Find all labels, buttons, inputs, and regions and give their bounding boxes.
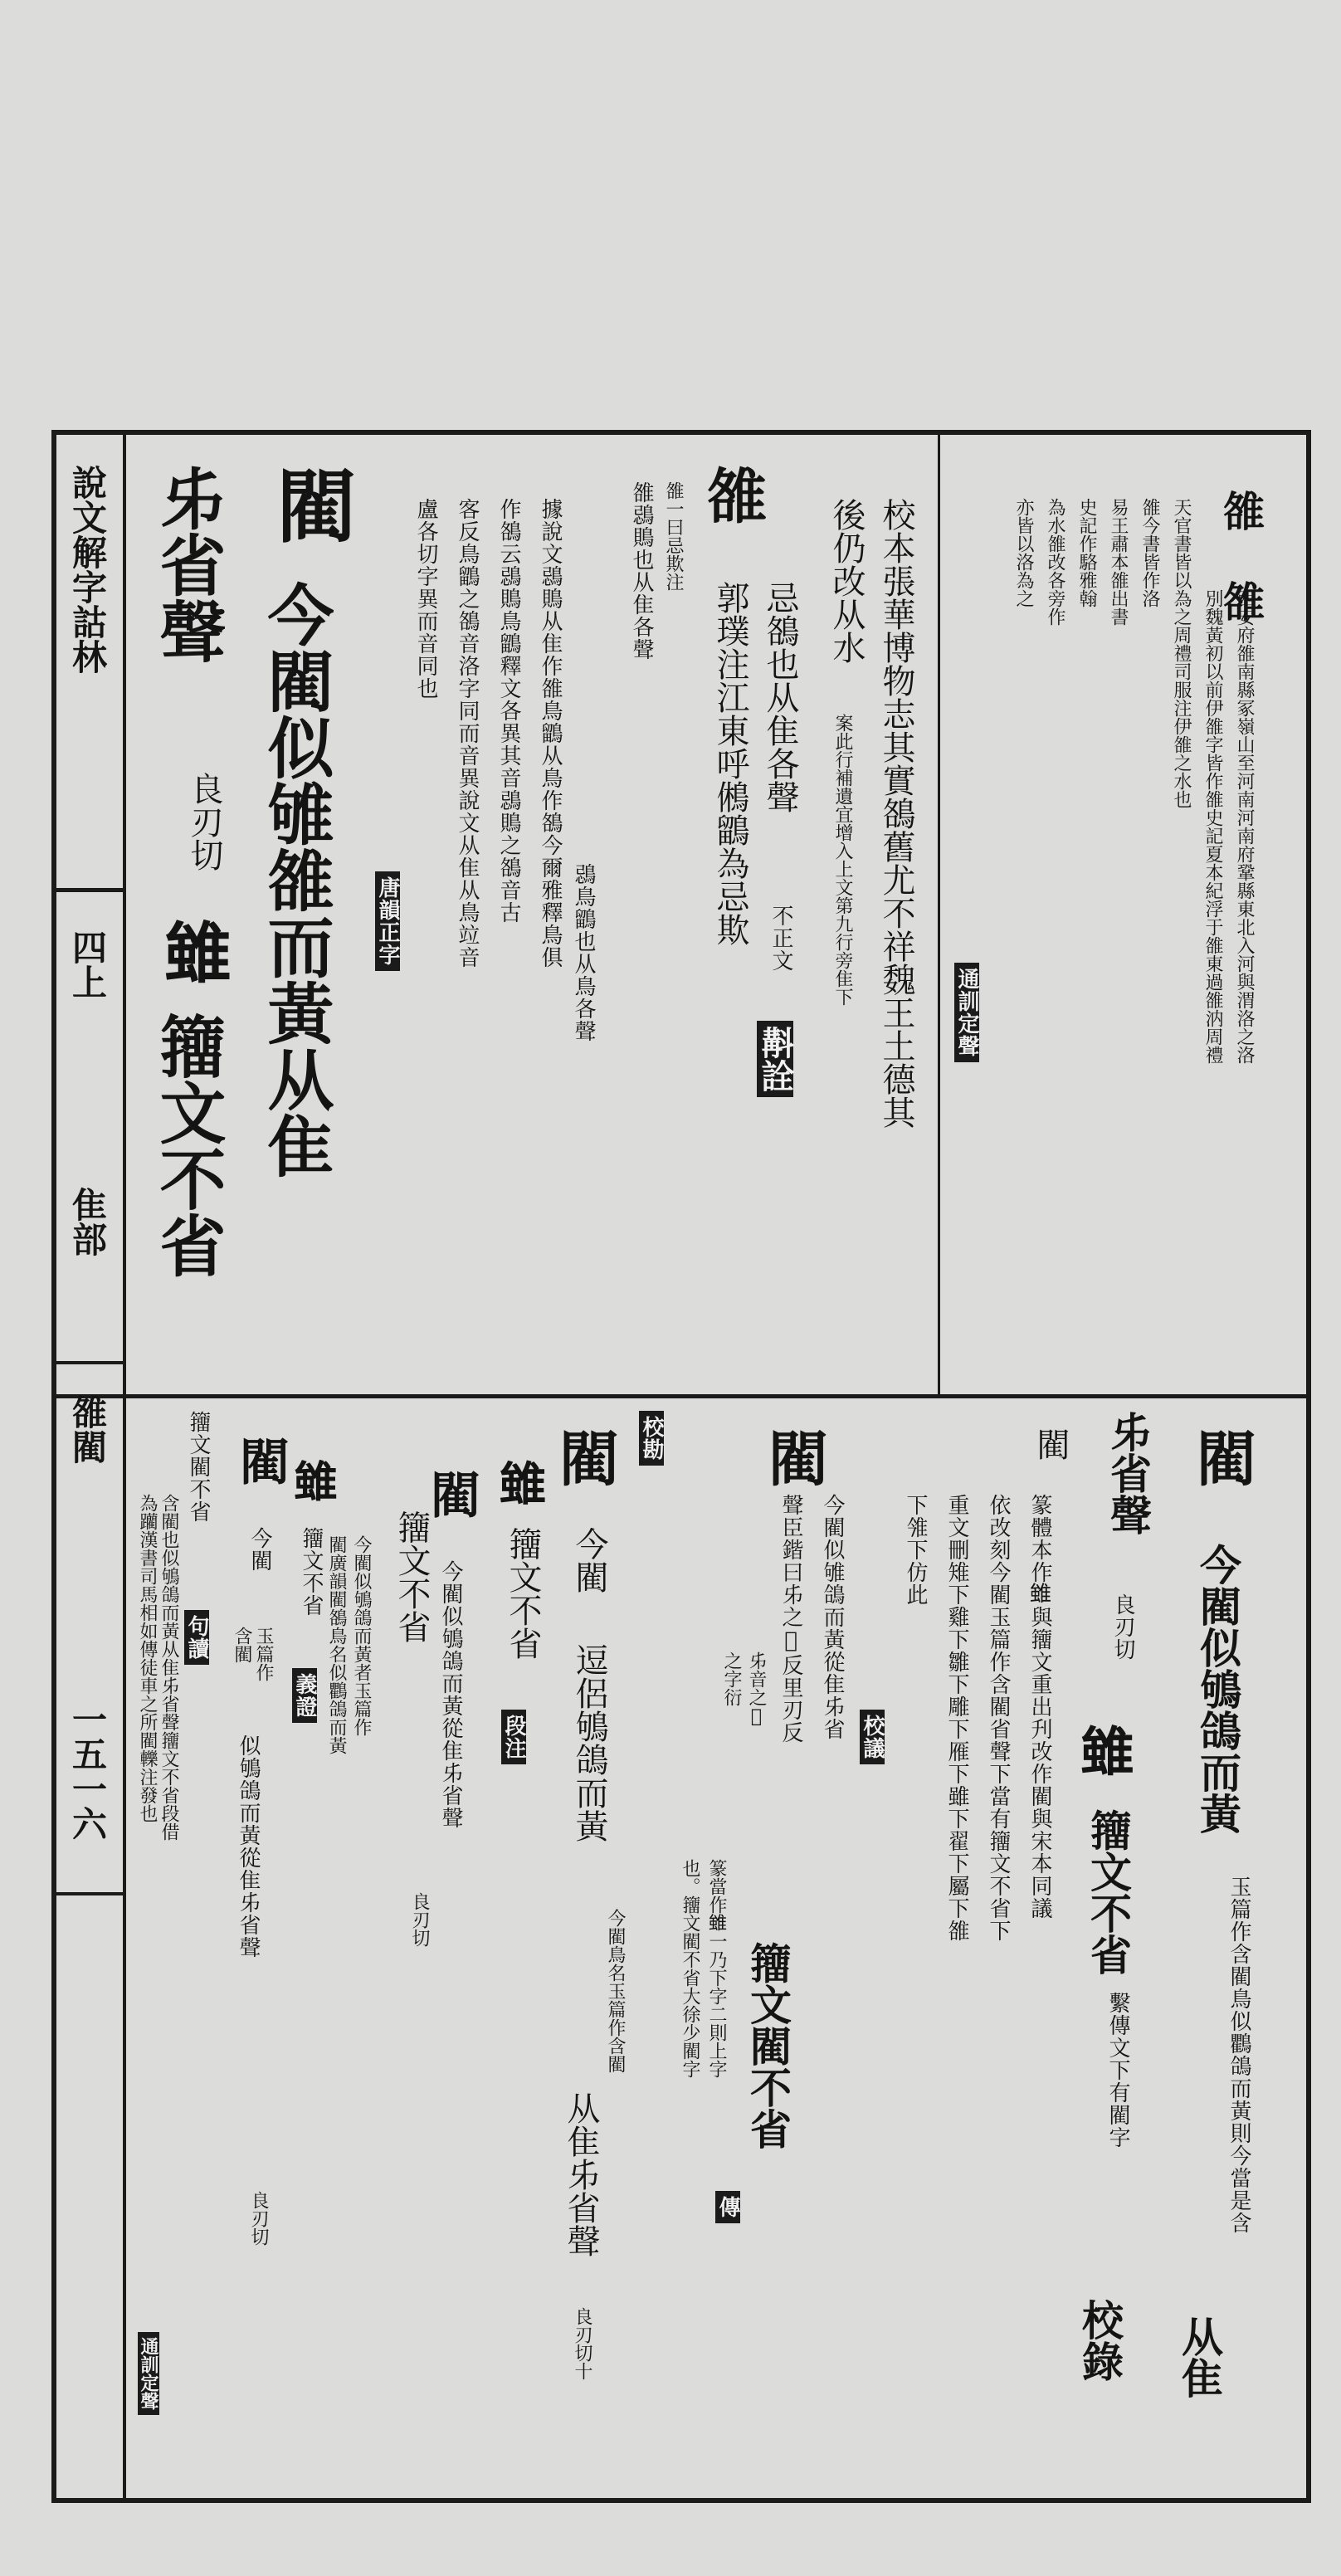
text-column: 雒今書皆作洛 [1139,498,1160,607]
text-column: 今閵 [247,1527,272,1572]
text-column: 郭璞注江東呼鵂鶹為忌欺 [711,581,749,946]
text-column: 校本張華博物志其實鵅舊尤不祥魏王土德其 [877,498,915,1129]
text-column: 閵 [1031,1427,1070,1461]
seal-char-lin: 閵 [422,1469,480,1519]
zhou-seal-char: 𨿽 [1075,1726,1137,1779]
annotation-note: 玉篇作含閵鳥似鸜鴿而黃則今當是含 [1226,1876,1251,2234]
fanqie: 良刃切 [1110,1593,1135,1661]
annotation-note: 之字衍 [721,1651,742,1706]
main-definition-2: 𠂔省聲 [149,465,227,664]
source-label [375,871,400,1037]
zhou-seal-char: 𨿽 [157,921,235,988]
source-tag: 唐韻正字 [375,871,400,971]
seal-char-lin: 閵 [758,1427,829,1487]
text-column: 籒文不省 [504,1527,542,1660]
text-column: 鵋鳥鶹也从鳥各聲 [571,863,596,1042]
section-divider [51,1394,1311,1398]
text-column: 依改刻今閵玉篇作含閵省聲下當有籒文不省下 [986,1494,1011,1942]
text-column: 今閵似雊鴿而黃從隹𠂔省 [820,1494,845,1740]
text-column: 盧各切字異而音同也 [413,498,438,700]
seal-char-lin: 閵 [549,1427,620,1487]
text-column: 重文刪雉下雞下雛下雕下雁下雖下翟下屬下雒 [944,1494,969,1942]
text-column: 後仍改从水 [827,498,866,664]
section-label: 隹部 [67,1187,108,1256]
page-number: 一五一六 [67,1701,108,1841]
seal-char-lin: 閵 [232,1436,290,1486]
source-label [860,1710,885,1826]
text-column: 似鴝鴿而黃從隹𠂔省聲 [236,1734,261,1959]
text-column: 繫傳文下有閵字 [1105,1992,1130,2149]
annotation-note: 今閵鳥名玉篇作含閵 [605,1909,626,2073]
text-column: 閵廣韻閵鵅鳥名似鸜鴿而黃 [326,1535,347,1754]
header-column-rule [123,430,126,2503]
fanqie: 良刃切十 [572,2307,592,2380]
source-tag: 通訓定聲 [954,963,979,1062]
text-column: 籒文閵不省 [744,1942,792,2149]
text-column: 𠂔省聲 [1104,1411,1153,1535]
source-tag: 義證 [292,1668,317,1723]
text-column: 籒文不省 [299,1527,324,1617]
source-label [501,1710,526,1809]
fanqie: 良刃切 [248,2191,269,2246]
source-tag: 傳 [715,2191,740,2223]
text-column: 从隹𠂔省聲 [562,2091,600,2257]
text-column: 从隹 [1175,2315,1224,2398]
entry-head-luo: 雒 雒 [1217,490,1265,622]
source-label [138,2332,159,2465]
fanqie: 良刃切 [409,1892,430,1947]
text-column: 籒文不省 [1084,1809,1133,1975]
header-rule-2 [51,1361,126,1364]
annotation-note: 為躪漢書司馬相如傳徒車之所閵轢注發也 [137,1494,158,1822]
source-tag: 斠詮 [757,1021,793,1097]
source-tag: 段注 [501,1710,526,1764]
volume-label: 四上 [67,929,108,999]
source-label: 校錄 [1075,2299,1124,2382]
text-column: 也。籒文閵不省大徐少閵字 [680,1859,700,2078]
top-block-rule [938,432,940,1394]
text-column: 客反鳥鶹之鵅音洛字同而音異說文从隹从鳥竝音 [455,498,480,968]
text-column: 西安府雒南縣冢嶺山至河南河南府鞏縣東北入河與渭洛之洛 [1234,589,1255,1064]
source-label [954,963,979,1129]
header-rule-1 [51,888,126,892]
zhou-definition: 籒文不省 [149,1012,227,1278]
source-label [184,1610,209,1710]
text-column: 亦皆以洛為之 [1013,498,1034,607]
source-label [639,1411,664,1494]
zhou-seal-char: 𨿽 [289,1461,339,1504]
text-column: 據說文鵋鵙从隹作雒鳥鶹从鳥作鵅今爾雅釋鳥俱 [538,498,563,968]
text-column: 為水雒改各旁作 [1045,498,1065,626]
source-tag: 句讀 [184,1610,209,1665]
text-column: 含閵 [232,1627,252,1663]
annotation-note: 含閵也似鴝鴿而黃从隹𠂔省聲籒文不省段借 [158,1494,179,1841]
text-column: 忌鵅也从隹各聲 [761,581,799,813]
annotation-note: 玉篇作 [253,1627,274,1681]
text-column: 史記作駱雅翰 [1076,498,1097,607]
source-label [292,1668,317,1768]
text-column: 別魏黃初以前伊雒字皆作雒史記夏本紀浮于雒東過雒汭周禮 [1202,589,1223,1064]
text-column: 今閵似鴝鴿而黃者玉篇作 [351,1535,372,1736]
text-column: 籒文不省 [393,1510,431,1643]
text-column: 聲臣鍇曰𠂔之𢽳反里刃反 [778,1494,803,1744]
text-column: 篆體本作𨿽與籒文重出刋改作閵與宋本同議 [1027,1494,1052,1920]
seal-char-lin: 閵 [1187,1427,1257,1487]
zhou-seal-char: 𨿽 [494,1461,549,1507]
text-column: 籒文閵不省 [186,1411,211,1523]
text-column: 不正文 [768,905,793,972]
text-column: 逗侶鴝鴿而黃 [570,1643,608,1842]
text-column: 𠂔音之𢽳 [746,1651,767,1727]
text-column: 天官書皆以為之周禮司服注伊雒之水也 [1171,498,1192,808]
annotation-note: 案此行補遺宜增入上文第九行旁隹下 [832,714,853,1006]
fanqie: 良刃切 [185,772,223,871]
book-title: 說文解字詁林 [67,465,108,674]
main-definition: 今閵似雊雒而黃从隹 [256,581,334,1178]
text-column: 今閵 [570,1527,608,1593]
source-tag: 通訓定聲 [138,2332,159,2415]
seal-char-luo: 雒 [697,465,768,524]
text-column: 易王肅本雒出書 [1108,498,1129,626]
header-rule-3 [51,1892,126,1895]
source-tag: 校議 [860,1710,885,1764]
text-column: 篆當作𨿽一乃下字二則上字 [706,1859,727,2078]
text-column: 今閵似鴝鴿而黃從隹𠂔省聲 [438,1560,463,1829]
text-column: 雒鵋鵙也从隹各聲 [629,481,654,661]
source-tag: 校勘 [639,1411,664,1466]
text-column: 作鵅云鵋鵙鳥鶹釋文各異其音鵋鵙之鵅音古 [496,498,521,924]
main-seal-char: 閵 [264,465,358,544]
text-column: 下雂下仿此 [903,1494,928,1606]
source-label [757,1021,793,1137]
entry-label: 雒閵 [67,1394,108,1464]
text-column: 今閵似鴝鴿而黃 [1193,1544,1242,1834]
annotation-note: 雒一曰忌欺注 [663,481,684,591]
